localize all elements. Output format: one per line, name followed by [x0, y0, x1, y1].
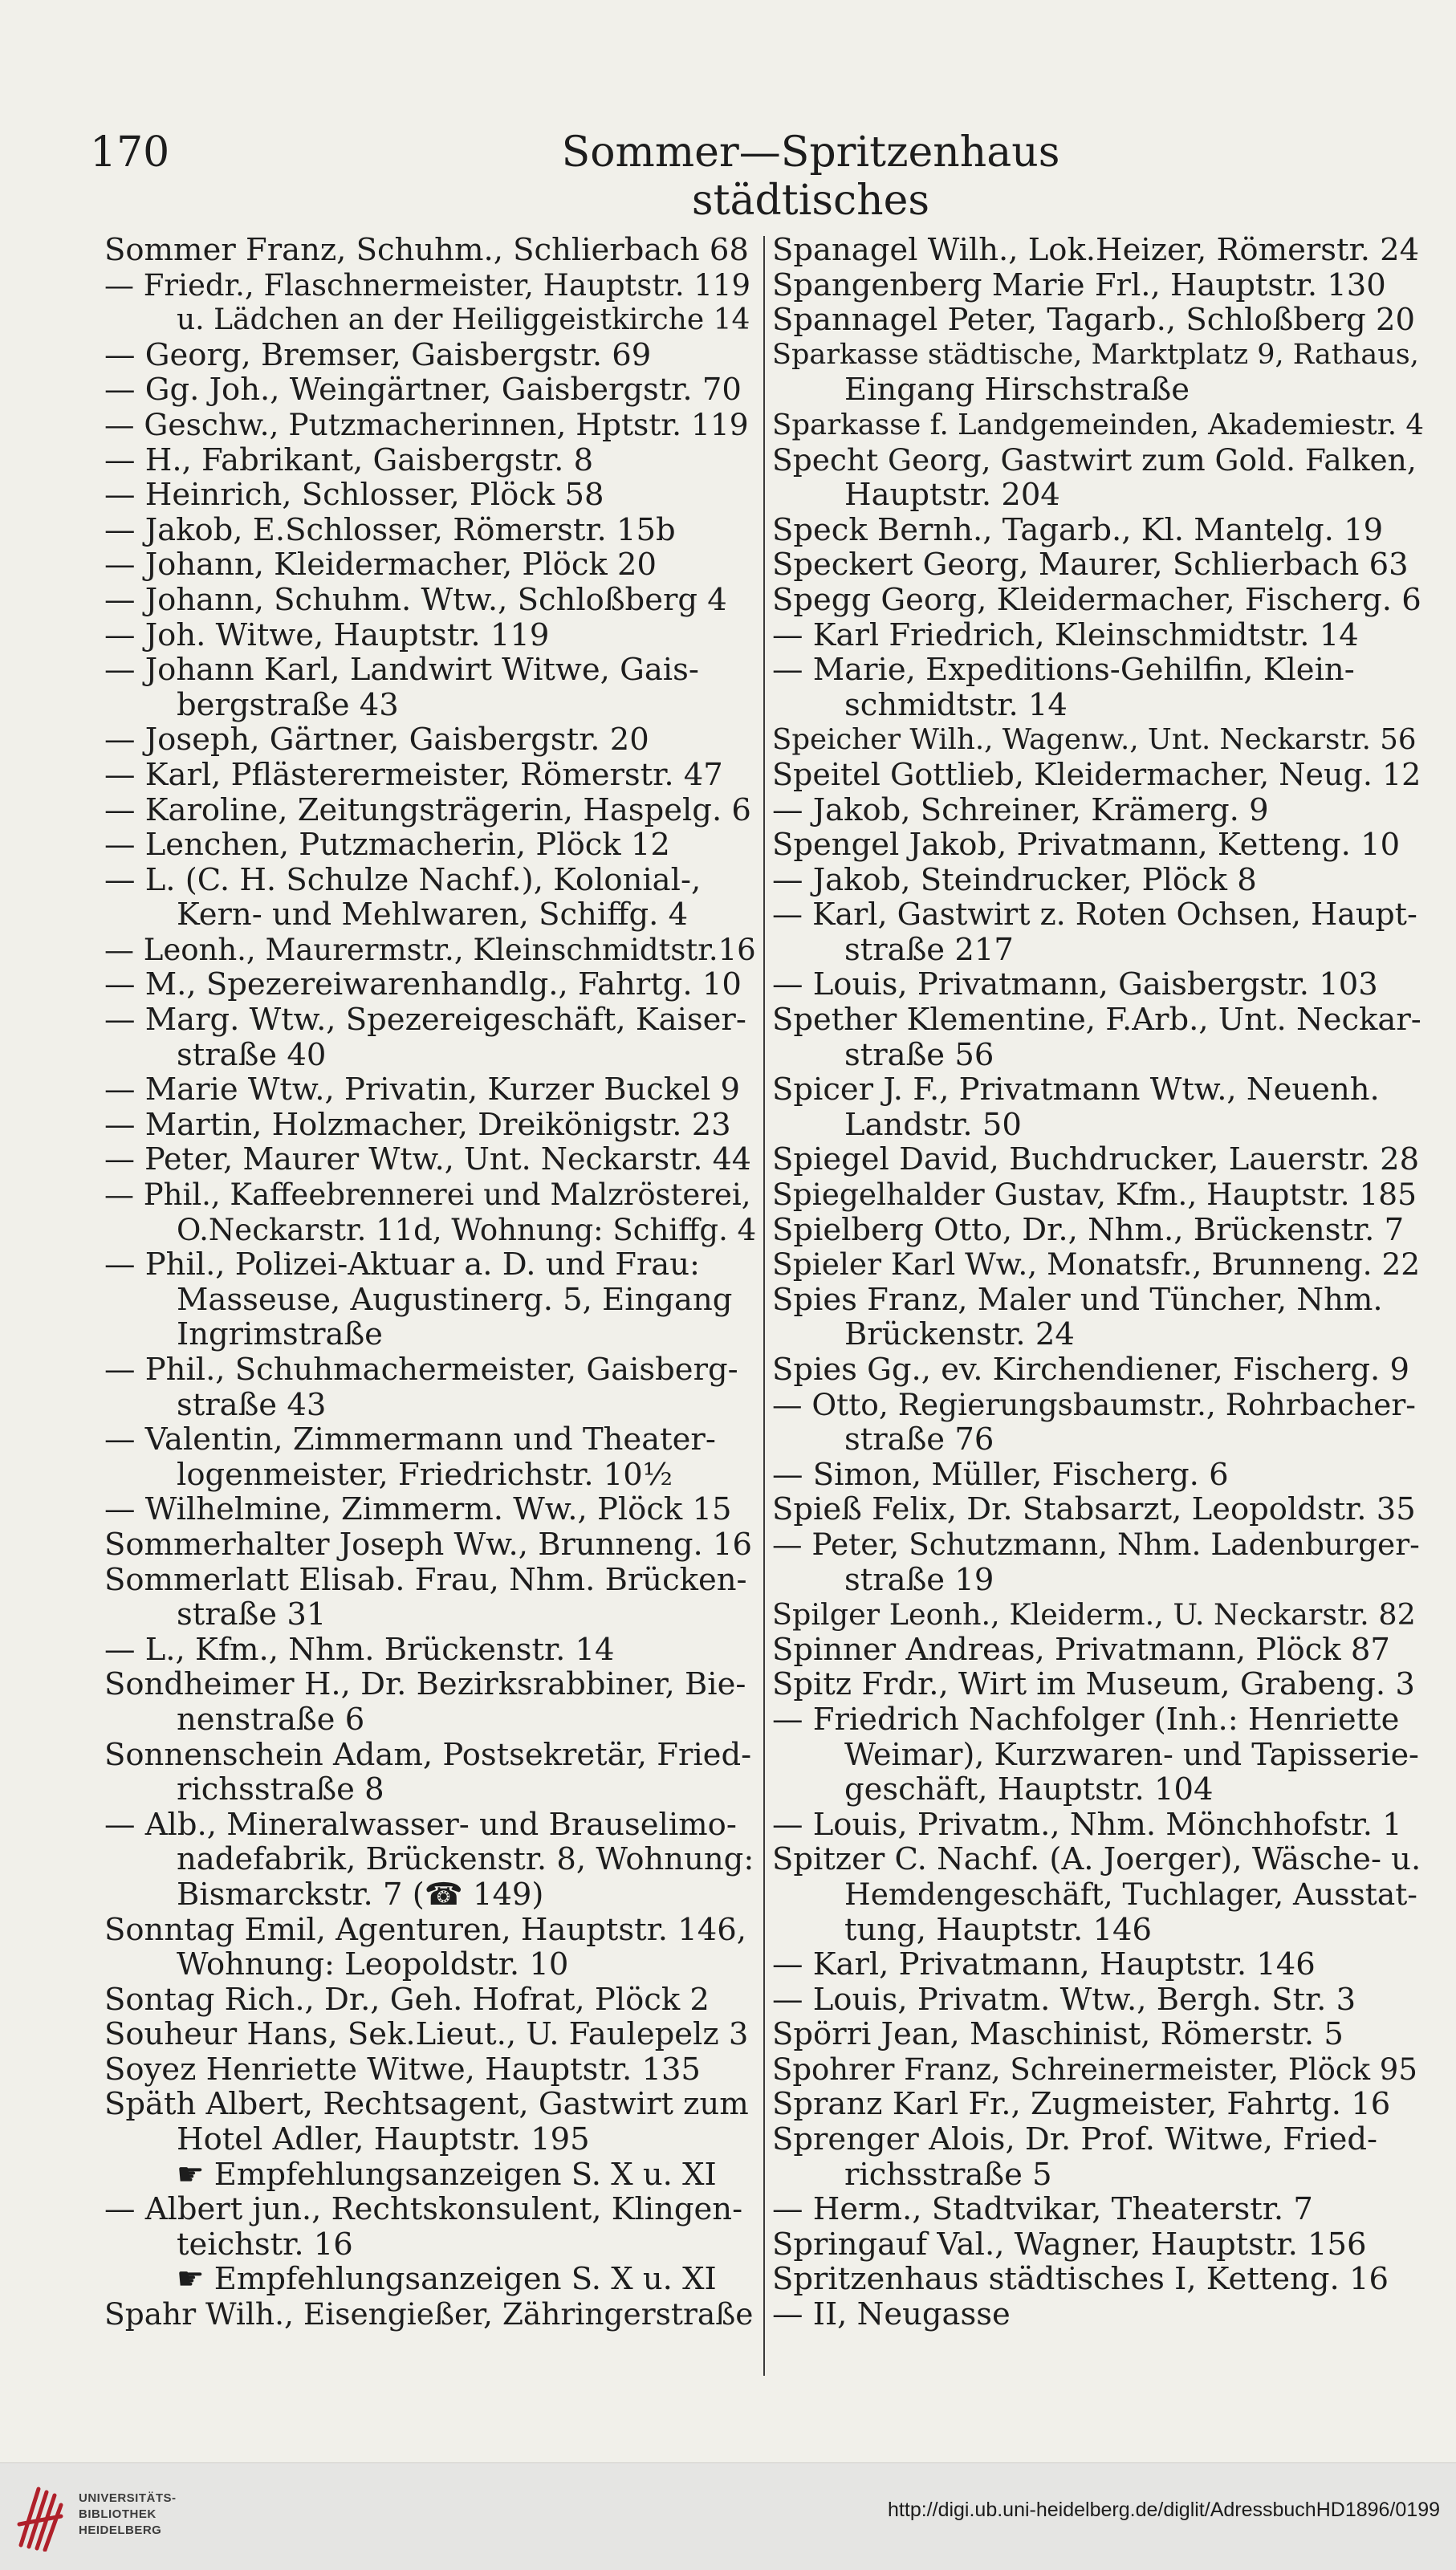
directory-entry-line: Spengel Jakob, Privatmann, Ketteng. 10	[772, 828, 1401, 863]
directory-entry-line: — Peter, Schutzmann, Nhm. Ladenburger-	[772, 1527, 1420, 1562]
directory-entry-line: — Marg. Wtw., Spezereigeschäft, Kaiser-	[104, 1002, 746, 1038]
directory-entry-line: Spieß Felix, Dr. Stabsarzt, Leopoldstr. 35	[772, 1492, 1416, 1527]
directory-entry-line: ☛ Empfehlungsanzeigen S. X u. XI	[177, 2157, 717, 2193]
directory-entry-line: — Joseph, Gärtner, Gaisbergstr. 20	[104, 722, 649, 758]
directory-entry-line: — Johann, Schuhm. Wtw., Schloßberg 4	[104, 582, 727, 618]
directory-entry-line: — Karl, Privatmann, Hauptstr. 146	[772, 1947, 1316, 1982]
directory-entry-line: — L., Kfm., Nhm. Brückenstr. 14	[104, 1632, 615, 1668]
directory-entry-line: — Friedr., Flaschnermeister, Hauptstr. 119	[104, 267, 751, 303]
directory-entry-line: Spannagel Peter, Tagarb., Schloßberg 20	[772, 303, 1416, 338]
directory-entry-line: Souheur Hans, Sek.Lieut., U. Faulepelz 3	[104, 2017, 749, 2052]
directory-entry-line: Speitel Gottlieb, Kleidermacher, Neug. 12	[772, 757, 1421, 792]
directory-entry-line: — Louis, Privatmann, Gaisbergstr. 103	[772, 967, 1378, 1003]
directory-entry-line: Sontag Rich., Dr., Geh. Hofrat, Plöck 2	[104, 1982, 710, 2018]
column-divider	[763, 236, 765, 2376]
directory-entry-line: — Phil., Kaffeebrennerei und Malzrösterei,	[104, 1177, 751, 1213]
directory-entry-line: Spitz Frdr., Wirt im Museum, Grabeng. 3	[772, 1667, 1415, 1702]
directory-entry-line: Hotel Adler, Hauptstr. 195	[177, 2122, 590, 2157]
directory-entry-line: schmidtstr. 14	[844, 687, 1068, 723]
viewer-footer	[0, 2462, 1456, 2570]
directory-entry-line: — M., Spezereiwarenhandlg., Fahrtg. 10	[104, 967, 742, 1003]
directory-entry-line: — Leonh., Maurermstr., Kleinschmidtstr.16	[104, 932, 756, 967]
directory-entry-line: Speckert Georg, Maurer, Schlierbach 63	[772, 547, 1409, 583]
directory-entry-line: Eingang Hirschstraße	[844, 372, 1190, 408]
directory-entry-line: Soyez Henriette Witwe, Hauptstr. 135	[104, 2052, 701, 2088]
directory-entry-line: u. Lädchen an der Heiliggeistkirche 14	[177, 303, 750, 337]
directory-entry-line: — Jakob, Steindrucker, Plöck 8	[772, 862, 1257, 898]
directory-entry-line: Sprenger Alois, Dr. Prof. Witwe, Fried-	[772, 2122, 1378, 2157]
directory-entry-line: bergstraße 43	[177, 687, 399, 723]
directory-entry-line: — Alb., Mineralwasser- und Brauselimo-	[104, 1807, 737, 1843]
source-url-link[interactable]: http://digi.ub.uni-heidelberg.de/diglit/AdressbuchHD1896/0199	[888, 2499, 1440, 2521]
library-logo-text	[79, 2491, 177, 2539]
directory-entry-line: — Simon, Müller, Fischerg. 6	[772, 1457, 1229, 1493]
directory-entry-line: straße 56	[844, 1037, 994, 1073]
directory-entry-line: — Jakob, E.Schlosser, Römerstr. 15b	[104, 512, 676, 548]
directory-entry-line: — Friedrich Nachfolger (Inh.: Henriette	[772, 1702, 1400, 1738]
directory-entry-line: Spies Franz, Maler und Tüncher, Nhm.	[772, 1282, 1383, 1318]
directory-entry-line: — Karoline, Zeitungsträgerin, Haspelg. 6	[104, 792, 751, 828]
directory-entry-line: nenstraße 6	[177, 1702, 365, 1738]
directory-entry-line: — Lenchen, Putzmacherin, Plöck 12	[104, 828, 670, 863]
directory-entry-line: Spahr Wilh., Eisengießer, Zähringerstraße	[104, 2297, 754, 2332]
logo-line: BIBLIOTHEK	[79, 2507, 157, 2521]
directory-entry-line: richsstraße 8	[177, 1772, 384, 1808]
directory-entry-line: Spielberg Otto, Dr., Nhm., Brückenstr. 7	[772, 1212, 1405, 1248]
directory-entry-line: Spegg Georg, Kleidermacher, Fischerg. 6	[772, 582, 1421, 618]
directory-entry-line: Springauf Val., Wagner, Hauptstr. 156	[772, 2226, 1367, 2263]
directory-entry-line: — Karl, Gastwirt z. Roten Ochsen, Haupt-	[772, 897, 1417, 933]
right-column	[772, 233, 1424, 2376]
directory-entry-line: — II, Neugasse	[772, 2297, 1011, 2332]
directory-entry-line: — Valentin, Zimmermann und Theater-	[104, 1422, 716, 1458]
directory-entry-line: — Marie, Expeditions-Gehilfin, Klein-	[772, 653, 1355, 688]
directory-entry-line: straße 217	[844, 932, 1014, 968]
directory-entry-line: straße 76	[844, 1422, 994, 1458]
directory-entry-line: teichstr. 16	[177, 2226, 353, 2263]
directory-entry-line: — Joh. Witwe, Hauptstr. 119	[104, 617, 550, 653]
directory-entry-line: Spicer J. F., Privatmann Wtw., Neuenh.	[772, 1072, 1380, 1108]
directory-entry-line: Spritzenhaus städtisches I, Ketteng. 16	[772, 2262, 1389, 2298]
directory-entry-line: Spangenberg Marie Frl., Hauptstr. 130	[772, 267, 1386, 303]
directory-entry-line: O.Neckarstr. 11d, Wohnung: Schiffg. 4	[177, 1212, 756, 1247]
directory-entry-line: Sonntag Emil, Agenturen, Hauptstr. 146,	[104, 1912, 746, 1948]
directory-entry-line: Specht Georg, Gastwirt zum Gold. Falken,	[772, 442, 1417, 478]
directory-entry-line: straße 40	[177, 1037, 327, 1073]
directory-entry-line: Späth Albert, Rechtsagent, Gastwirt zum	[104, 2087, 749, 2123]
directory-entry-line: Spether Klementine, F.Arb., Unt. Neckar-	[772, 1002, 1421, 1038]
directory-entry-line: logenmeister, Friedrichstr. 10½	[177, 1457, 673, 1493]
directory-entry-line: — Gg. Joh., Weingärtner, Gaisbergstr. 70	[104, 372, 742, 408]
directory-entry-line: Spiegel David, Buchdrucker, Lauerstr. 28	[772, 1142, 1420, 1178]
directory-entry-line: Sparkasse städtische, Marktplatz 9, Rathaus,	[772, 338, 1419, 371]
directory-entry-line: — Geschw., Putzmacherinnen, Hptstr. 119	[104, 407, 749, 442]
directory-entry-line: nadefabrik, Brückenstr. 8, Wohnung:	[177, 1842, 754, 1877]
directory-entry-line: straße 31	[177, 1597, 327, 1633]
directory-entry-line: straße 43	[177, 1387, 327, 1423]
directory-entry-line: — Marie Wtw., Privatin, Kurzer Buckel 9	[104, 1072, 741, 1108]
directory-entry-line: — Otto, Regierungsbaumstr., Rohrbacher-	[772, 1387, 1416, 1422]
directory-entry-line: Spieler Karl Ww., Monatsfr., Brunneng. 22	[772, 1247, 1421, 1283]
directory-entry-line: Weimar), Kurzwaren- und Tapisserie-	[844, 1737, 1419, 1772]
directory-entry-line: Spies Gg., ev. Kirchendiener, Fischerg. 9	[772, 1352, 1410, 1388]
directory-entry-line: straße 19	[844, 1562, 994, 1598]
directory-entry-line: Spiegelhalder Gustav, Kfm., Hauptstr. 185	[772, 1177, 1417, 1213]
directory-entry-line: Spörri Jean, Maschinist, Römerstr. 5	[772, 2017, 1344, 2052]
logo-line: UNIVERSITÄTS-	[79, 2491, 177, 2505]
directory-entry-line: Sonnenschein Adam, Postsekretär, Fried-	[104, 1737, 752, 1773]
directory-entry-line: Hemdengeschäft, Tuchlager, Ausstat-	[844, 1877, 1417, 1912]
directory-entry-line: Hauptstr. 204	[844, 478, 1060, 513]
directory-entry-line: Masseuse, Augustinerg. 5, Eingang	[177, 1282, 733, 1318]
left-column	[104, 233, 756, 2376]
directory-entry-line: — Albert jun., Rechtskonsulent, Klingen-	[104, 2192, 743, 2227]
directory-entry-line: — Wilhelmine, Zimmerm. Ww., Plöck 15	[104, 1492, 732, 1527]
directory-entry-line: — Peter, Maurer Wtw., Unt. Neckarstr. 44	[104, 1142, 751, 1177]
directory-entry-line: — Louis, Privatm., Nhm. Mönchhofstr. 1	[772, 1807, 1402, 1843]
page-number: 170	[90, 128, 170, 177]
directory-entry-line: — Johann, Kleidermacher, Plöck 20	[104, 547, 657, 583]
directory-entry-line: Spitzer C. Nachf. (A. Joerger), Wäsche- u.	[772, 1842, 1421, 1877]
directory-entry-line: Landstr. 50	[844, 1107, 1022, 1143]
directory-entry-line: Speicher Wilh., Wagenw., Unt. Neckarstr. 56	[772, 723, 1417, 757]
directory-entry-line: Brückenstr. 24	[844, 1317, 1075, 1352]
directory-entry-line: Spanagel Wilh., Lok.Heizer, Römerstr. 24	[772, 233, 1420, 268]
directory-entry-line: — L. (C. H. Schulze Nachf.), Kolonial-,	[104, 862, 702, 898]
directory-entry-line: — Georg, Bremser, Gaisbergstr. 69	[104, 337, 652, 373]
directory-entry-line: — Heinrich, Schlosser, Plöck 58	[104, 478, 604, 513]
directory-entry-line: Sparkasse f. Landgemeinden, Akademiestr. 4	[772, 408, 1424, 441]
directory-entry-line: Wohnung: Leopoldstr. 10	[177, 1947, 569, 1982]
directory-entry-line: — Phil., Polizei-Aktuar a. D. und Frau:	[104, 1247, 701, 1283]
directory-entry-line: Sommerlatt Elisab. Frau, Nhm. Brücken-	[104, 1562, 747, 1598]
ub-heidelberg-logo-icon[interactable]	[14, 2481, 66, 2552]
directory-entry-line: tung, Hauptstr. 146	[844, 1912, 1152, 1948]
directory-entry-line: Speck Bernh., Tagarb., Kl. Mantelg. 19	[772, 512, 1384, 548]
directory-entry-line: Sondheimer H., Dr. Bezirksrabbiner, Bie-	[104, 1667, 746, 1702]
directory-entry-line: — H., Fabrikant, Gaisbergstr. 8	[104, 442, 594, 478]
directory-entry-line: Spinner Andreas, Privatmann, Plöck 87	[772, 1632, 1390, 1668]
directory-entry-line: ☛ Empfehlungsanzeigen S. X u. XI	[177, 2262, 717, 2298]
directory-entry-line: Kern- und Mehlwaren, Schiffg. 4	[177, 897, 689, 933]
directory-entry-line: — Louis, Privatm. Wtw., Bergh. Str. 3	[772, 1982, 1356, 2018]
directory-entry-line: richsstraße 5	[844, 2157, 1052, 2193]
directory-entry-line: — Johann Karl, Landwirt Witwe, Gais-	[104, 653, 699, 688]
directory-entry-line: — Phil., Schuhmachermeister, Gaisberg-	[104, 1352, 738, 1388]
directory-entry-line: Spranz Karl Fr., Zugmeister, Fahrtg. 16	[772, 2087, 1391, 2123]
directory-entry-line: geschäft, Hauptstr. 104	[844, 1772, 1214, 1808]
directory-entry-line: Sommer Franz, Schuhm., Schlierbach 68	[104, 233, 749, 268]
directory-entry-line: — Karl, Pflästerermeister, Römerstr. 47	[104, 757, 723, 793]
directory-entry-line: — Karl Friedrich, Kleinschmidtstr. 14	[772, 617, 1359, 653]
directory-entry-line: — Martin, Holzmacher, Dreikönigstr. 23	[104, 1107, 731, 1143]
directory-entry-line: Bismarckstr. 7 (☎ 149)	[177, 1877, 544, 1913]
directory-entry-line: Spohrer Franz, Schreinermeister, Plöck 95	[772, 2052, 1417, 2087]
directory-entry-line: Spilger Leonh., Kleiderm., U. Neckarstr. 82	[772, 1597, 1416, 1633]
running-head: Sommer—Spritzenhaus städtisches	[561, 128, 1060, 225]
logo-line: HEIDELBERG	[79, 2523, 162, 2537]
directory-entry-line: Ingrimstraße	[177, 1317, 383, 1352]
directory-entry-line: — Herm., Stadtvikar, Theaterstr. 7	[772, 2192, 1313, 2227]
directory-entry-line: — Jakob, Schreiner, Krämerg. 9	[772, 792, 1269, 828]
directory-entry-line: Sommerhalter Joseph Ww., Brunneng. 16	[104, 1527, 752, 1563]
